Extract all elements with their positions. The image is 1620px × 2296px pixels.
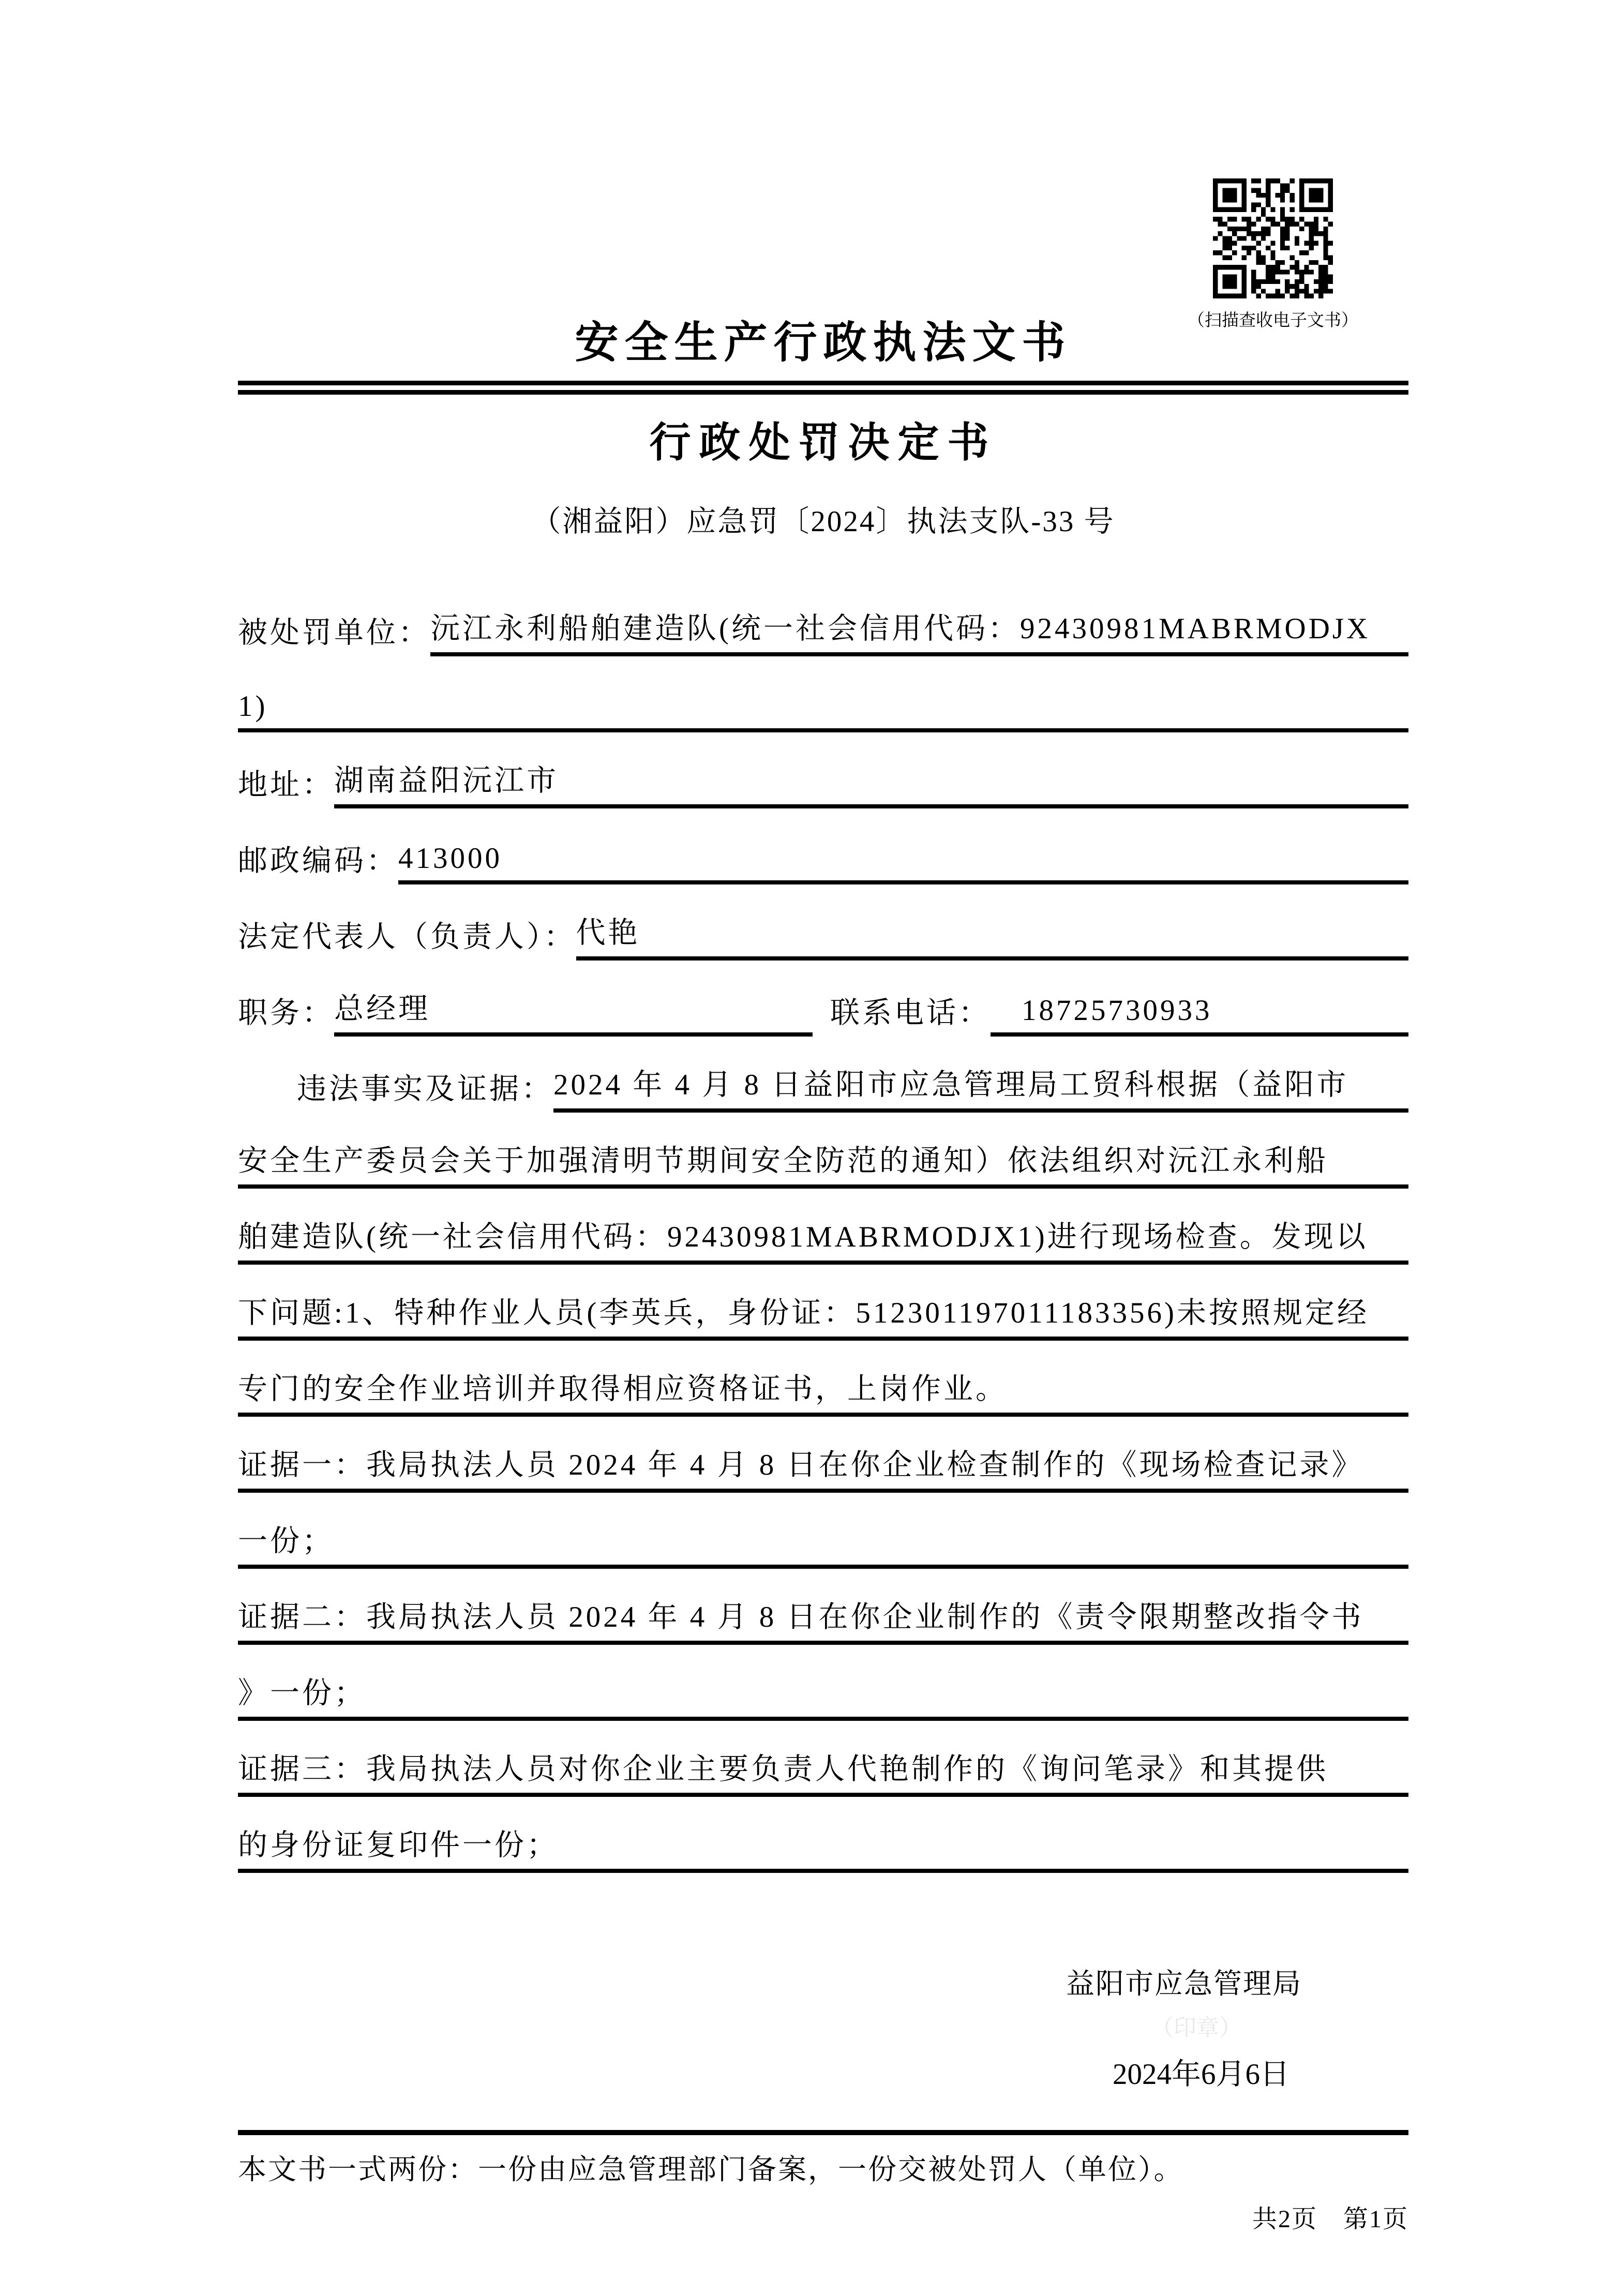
facts-line-4 [238,1265,1408,1341]
facts-line-2 [238,1113,1408,1189]
field-position-and-phone [238,961,1408,1037]
penalized-unit-label: 被处罚单位： [238,617,430,649]
field-postcode [238,808,1408,884]
field-penalized-unit-line1 [238,580,1408,656]
footer-divider [238,2130,1408,2135]
evidence-text: 的身份证复印件一份； [238,1821,1408,1873]
evidence-2-line-1 [238,1569,1408,1645]
facts-text: 安全生产委员会关于加强清明节期间安全防范的通知）依法组织对沅江永利船 [238,1137,1408,1189]
evidence-3-line-2 [238,1797,1408,1873]
page-title: 行政处罚决定书 [649,421,997,466]
document-set-title: 安全生产行政执法文书 [575,319,1072,367]
penalized-unit-value: 沅江永利船舶建造队(统一社会信用代码：92430981MABRMODJX [430,605,1408,656]
document-body [238,0,1408,2234]
facts-text: 专门的安全作业培训并取得相应资格证书，上岗作业。 [238,1365,1408,1417]
evidence-text: 证据一：我局执法人员 2024 年 4 月 8 日在你企业检查制作的《现场检查记录》 [238,1441,1408,1493]
postcode-label: 邮政编码： [238,845,398,877]
facts-text: 下问题:1、特种作业人员(李英兵，身份证：512301197011183356)未按照规定经 [238,1289,1408,1341]
evidence-text: 证据二：我局执法人员 2024 年 4 月 8 日在你企业制作的《责令限期整改指令书 [238,1593,1408,1645]
document-number: （湘益阳）应急罚〔2024〕执法支队-33 号 [531,505,1115,538]
postcode-value: 413000 [398,842,1408,884]
form-rows [238,580,1408,1873]
phone-value: 18725730933 [991,994,1408,1037]
facts-text: 2024 年 4 月 8 日益阳市应急管理局工贸科根据（益阳市 [553,1061,1408,1113]
evidence-2-line-2 [238,1645,1408,1721]
field-spacer [813,1031,830,1037]
facts-line-3 [238,1189,1408,1265]
phone-label: 联系电话： [830,997,991,1029]
evidence-text: 证据三：我局执法人员对你企业主要负责人代艳制作的《询问笔录》和其提供 [238,1745,1408,1797]
position-label: 职务： [238,997,334,1029]
footer-note: 本文书一式两份：一份由应急管理部门备案，一份交被处罚人（单位）。 [238,2154,1184,2185]
issuing-authority: 益阳市应急管理局 [1066,1968,1302,2000]
position-value: 总经理 [334,985,813,1037]
evidence-3-line-1 [238,1721,1408,1797]
address-value: 湖南益阳沅江市 [334,757,1408,808]
qr-caption: （扫描查收电子文书） [1188,311,1358,330]
address-label: 地址： [238,769,334,801]
seal-placeholder: （印章） [1151,2015,1242,2040]
field-penalized-unit-line2 [238,656,1408,732]
pagination: 共2页 第1页 [1252,2205,1408,2233]
evidence-1-line-1 [238,1417,1408,1493]
facts-lead-label: 违法事实及证据： [297,1073,553,1105]
facts-text: 舶建造队(统一社会信用代码：92430981MABRMODJX1)进行现场检查。发现以 [238,1213,1408,1265]
facts-line-5 [238,1341,1408,1417]
field-address [238,732,1408,808]
signature-block [238,1961,1408,2093]
penalized-unit-value-continued: 1) [238,689,1408,732]
evidence-text: 一份； [238,1517,1408,1569]
first-line-indent [238,1107,297,1113]
header-divider-bottom [238,390,1408,395]
decision-date: 2024年6月6日 [1113,2058,1289,2091]
field-legal-representative [238,884,1408,961]
evidence-1-line-2 [238,1493,1408,1569]
header-divider-top [238,381,1408,385]
evidence-text: 》一份； [238,1669,1408,1721]
legal-rep-value: 代艳 [576,909,1409,961]
facts-line-1 [238,1037,1408,1113]
legal-rep-label: 法定代表人（负责人）： [238,921,576,953]
